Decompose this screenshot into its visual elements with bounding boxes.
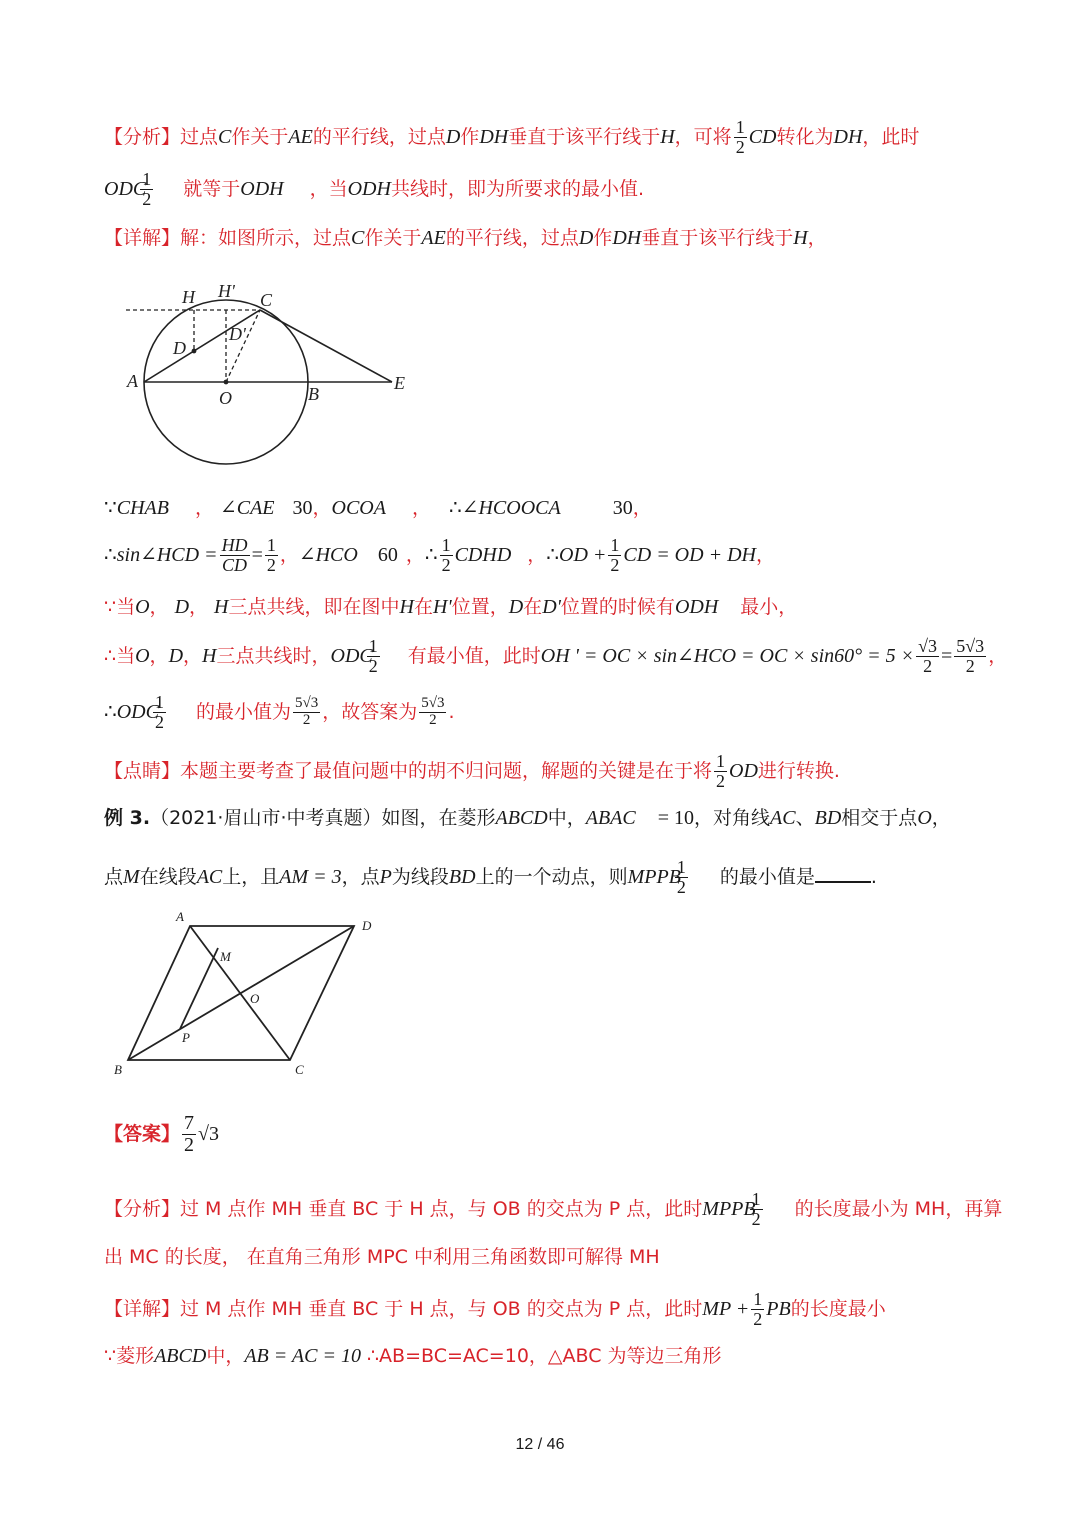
math-expr: AB = AC = 10 — [244, 1345, 361, 1367]
math-var: DH — [833, 125, 863, 148]
label: H — [182, 287, 195, 307]
text: 就等于 — [183, 177, 241, 200]
label: D — [173, 338, 186, 358]
rhombus-figure — [110, 906, 380, 1081]
math-expr: ODC — [104, 177, 147, 200]
math-expr: CHAB — [116, 497, 169, 519]
analysis2-line-1: 【分析】过 M 点作 MH 垂直 BC 于 H 点，与 OB 的交点为 P 点，此时MPPB $\frac{1}{2}$ 的长度最小为 MH，再算 — [104, 1189, 1003, 1229]
point-o — [224, 380, 229, 385]
analysis-tag: 【分析】 — [104, 125, 181, 148]
fraction: $\frac{1}{2}$ — [154, 692, 164, 732]
text: 作关于 — [231, 125, 289, 148]
math-expr: OH ' = OC × sin∠HCO = OC × sin60° = 5 × — [540, 644, 915, 667]
math-expr: ODH — [240, 177, 284, 200]
math-expr: CD = OD + DH — [623, 543, 756, 566]
solution2-line-1: 【详解】过 M 点作 MH 垂直 BC 于 H 点，与 OB 的交点为 P 点，此时MP + $\frac{1}{2}$ PB的长度最小 — [104, 1289, 886, 1329]
solution2-line-2: ∵菱形ABCD中，AB = AC = 10 ∴AB=BC=AC=10，△ABC 为等边三角形 — [104, 1345, 722, 1367]
math-var: DH — [479, 125, 509, 148]
point-d — [192, 349, 197, 354]
math-expr: MP + — [702, 1297, 750, 1320]
label: O — [250, 991, 260, 1006]
math-expr: ODC — [116, 700, 159, 723]
fraction: $\frac{7}{2}$ — [184, 1112, 195, 1156]
fraction: $\frac{1}{2}$ — [266, 535, 276, 575]
analysis-line-1 — [104, 118, 919, 157]
answer-line: 【答案】 $\frac{7}{2}$ √3 — [104, 1112, 219, 1156]
label: B — [114, 1062, 122, 1077]
label: O — [219, 388, 232, 408]
example-3-line-1: 例 3.（2021·眉山市·中考真题）如图，在菱形ABCD中，ABAC = 10，对角线AC、BD相交于点O， — [104, 807, 951, 829]
solution-line-1 — [104, 228, 827, 248]
label: A — [176, 909, 184, 924]
example-source: （2021·眉山市·中考真题） — [150, 807, 382, 829]
math-var: H — [793, 227, 808, 249]
circle-geometry-figure — [118, 276, 428, 471]
math-expr: sin∠HCD = — [116, 543, 218, 566]
solution-tag: 【详解】 — [104, 1297, 181, 1320]
fraction: $\frac{5√3}{2}$ — [294, 695, 319, 728]
diagonal-bd — [128, 926, 354, 1060]
fraction: $\frac{1}{2}$ — [142, 169, 152, 209]
solution-tag: 【详解】 — [104, 227, 181, 249]
fraction: $\frac{1}{2}$ — [735, 117, 745, 157]
text: 垂直于该平行线于 — [641, 227, 794, 249]
math-expr: ∠HCO — [298, 543, 358, 566]
text: 转化为 — [776, 125, 834, 148]
line-ce — [260, 310, 392, 382]
math-expr: MPPB — [702, 1197, 756, 1220]
text: 过点 — [180, 125, 219, 148]
math-expr: AM = 3 — [279, 865, 342, 888]
key-point-line: 【点睛】本题主要考查了最值问题中的胡不归问题，解题的关键是在于将 $\frac{1}{2}$ OD进行转换. — [104, 751, 840, 791]
math-expr: ∠HCOOCA — [461, 497, 561, 519]
math-var: D — [578, 227, 594, 249]
fraction: $\frac{1}{2}$ — [751, 1189, 761, 1229]
answer-blank — [815, 867, 871, 883]
math-var: C — [351, 227, 365, 249]
math-expr: ∠CAE — [219, 497, 275, 519]
math-expr: CDHD — [454, 543, 512, 566]
math-var: DH — [612, 227, 642, 249]
analysis-line-2 — [104, 170, 644, 209]
fraction: $\frac{1}{2}$ — [753, 1289, 763, 1329]
math-expr: PB — [766, 1297, 791, 1320]
fraction: $\frac{1}{2}$ — [676, 857, 686, 897]
math-var: D — [445, 125, 461, 148]
segment-mp — [180, 948, 218, 1029]
text: 作关于 — [364, 227, 422, 249]
step-line-4: ∴当O，D，H三点共线时，ODC $\frac{1}{2}$ 有最小值，此时OH ' = OC × sin∠HCO = OC × sin60° = 5 × $\frac{√3}{2}$ = $\frac{5√3}{2}$ ， — [104, 636, 1008, 676]
math-expr: ODH — [674, 596, 719, 618]
example-label: 例 3. — [104, 807, 151, 829]
step-line-2: ∴sin∠HCD = $\frac{HD}{CD}$ = $\frac{1}{2}$ ，∠HCO 60 ，∴ $\frac{1}{2}$ CDHD ，∴OD + $\frac{1}{2}$ CD = OD + DH， — [104, 535, 775, 575]
math-var: AE — [421, 227, 446, 249]
math-expr: OD + — [559, 543, 607, 566]
math-var: AE — [288, 125, 313, 148]
page-number: 12 / 46 — [515, 1436, 565, 1453]
label: C — [295, 1062, 304, 1077]
text: 的平行线，过点 — [312, 125, 446, 148]
math-var: CD — [748, 125, 777, 148]
fraction: $\frac{5√3}{2}$ — [956, 636, 985, 676]
label: E — [394, 373, 405, 393]
math-expr: ABAC — [585, 807, 636, 829]
key-point-tag: 【点睛】 — [104, 759, 181, 782]
analysis-tag: 【分析】 — [104, 1197, 181, 1220]
step-line-5: ∴ODC $\frac{1}{2}$ 的最小值为 $\frac{5√3}{2}$ ，故答案为 $\frac{5√3}{2}$ . — [104, 692, 455, 732]
label: D — [362, 918, 372, 933]
text: 作 — [593, 227, 613, 249]
text: 垂直于该平行线于 — [508, 125, 661, 148]
math-expr: MPPB — [627, 865, 681, 888]
label: P — [182, 1030, 190, 1045]
fraction: $\frac{√3}{2}$ — [918, 636, 938, 676]
step-line-3: ∵当O， D， H三点共线，即在图中H在H'位置，D在D'位置的时候有ODH 最小， — [104, 596, 798, 618]
text: ，当 — [309, 177, 348, 200]
step-line-1: ∵CHAB ， ∠CAE 30，OCOA ， ∴∠HCOOCA 30， — [104, 497, 652, 519]
text: 的平行线，过点 — [445, 227, 579, 249]
math-expr: ODC — [330, 644, 373, 667]
text: 解：如图所示，过点 — [180, 227, 352, 249]
math-expr: ODH — [347, 177, 391, 200]
fraction: $\frac{1}{2}$ — [441, 535, 451, 575]
fraction: $\frac{HD}{CD}$ — [221, 535, 248, 575]
fraction: $\frac{1}{2}$ — [610, 535, 620, 575]
example-3-line-2: 点M在线段AC上，且AM = 3，点P为线段BD上的一个动点，则MPPB $\frac{1}{2}$ 的最小值是 . — [104, 857, 877, 897]
text: 共线时，即为所要求的最小值. — [390, 177, 644, 200]
math-expr: OCOA — [331, 497, 386, 519]
math-var: H — [660, 125, 675, 148]
label: C — [260, 290, 273, 310]
label: M — [220, 949, 231, 964]
text: ，可将 — [674, 125, 732, 148]
label: H' — [218, 281, 235, 301]
label: D' — [229, 324, 246, 344]
label: B — [308, 384, 319, 404]
answer-tag: 【答案】 — [104, 1123, 181, 1145]
text: ， — [807, 227, 827, 249]
line-ac — [144, 310, 260, 382]
fraction: $\frac{5√3}{2}$ — [421, 695, 445, 728]
fraction: $\frac{1}{2}$ — [716, 751, 726, 791]
math-var: C — [218, 125, 232, 148]
text: 作 — [460, 125, 480, 148]
fraction: $\frac{1}{2}$ — [368, 636, 378, 676]
text: ，此时 — [862, 125, 920, 148]
analysis2-line-2: 出 MC 的长度， 在直角三角形 MPC 中利用三角函数即可解得 MH — [104, 1246, 660, 1268]
label: A — [127, 371, 138, 391]
